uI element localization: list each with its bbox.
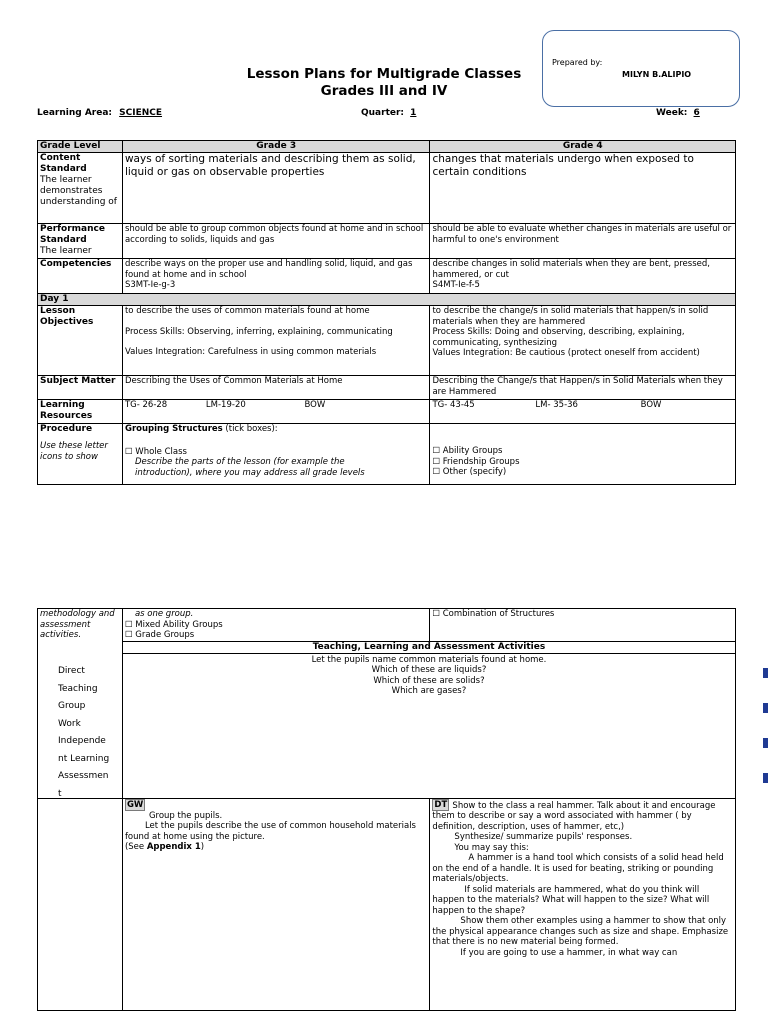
whole-class-desc-1: Describe the parts of the lesson (for example the [134, 457, 345, 467]
dt-line-1: Show to the class a real hammer. Talk about it and encourage them to describe or say a word associated with hammer ( by definition, description, uses of hammer, etc,) [432, 800, 716, 832]
header-grade-level: Grade Level [38, 141, 123, 153]
competencies-row [38, 259, 736, 294]
legend-assessment: Assessmen [58, 771, 109, 781]
resources-g3-lm: LM-19-20 [205, 400, 246, 410]
prepared-by-box [542, 30, 740, 107]
objectives-g4-1: to describe the change/s in solid materials that happen/s in solid materials when they are hammered [432, 306, 709, 327]
dt-line-6: Show them other examples using a hammer to show that only the physical appearance changes such as size and shape. Emphasize that there is no new material being formed. [432, 916, 729, 947]
subject-matter-row [38, 376, 736, 400]
objectives-g4-3: Values Integration: Be cautious (protect oneself from accident) [432, 348, 700, 358]
resources-g3-tg: TG- 26-28 [124, 400, 168, 410]
week-label: Week: [656, 108, 688, 118]
performance-standard-label: Performance Standard [40, 224, 105, 245]
grouping-continued-row [38, 609, 736, 642]
grouping-suffix: (tick boxes): [222, 424, 278, 434]
as-one-group: as one group. [134, 609, 194, 619]
learning-area-label: Learning Area: [37, 108, 113, 118]
content-standard-row [38, 153, 736, 224]
resources-g4-lm: LM- 35-36 [535, 400, 578, 410]
whole-line-2: Which of these are liquids? [371, 665, 487, 675]
objectives-g3-1: to describe the uses of common materials found at home [124, 306, 370, 316]
marker-icon [763, 738, 768, 748]
subject-matter-label: Subject Matter [38, 376, 123, 400]
resources-label: Learning Resources [38, 400, 123, 424]
performance-standard-row [38, 224, 736, 259]
gw-line-3: (See Appendix 1) [124, 842, 205, 852]
checkbox-friendship-groups[interactable]: ☐ Friendship Groups [432, 456, 520, 467]
objectives-label: Lesson Objectives [38, 306, 123, 376]
page-subtitle: Grades III and IV [320, 83, 448, 99]
quarter-label: Quarter: [361, 108, 405, 118]
table-header-row [38, 141, 736, 153]
grouping-title: Grouping Structures [124, 424, 223, 434]
competencies-g4: describe changes in solid materials when they are bent, pressed, hammered, or cut [432, 259, 710, 280]
marker-icon [763, 703, 768, 713]
legend-learning: nt Learning [58, 753, 110, 764]
prepared-by-label: Prepared by: [552, 58, 603, 67]
dt-line-3: You may say this: [454, 842, 529, 853]
learning-area-value: SCIENCE [119, 108, 163, 118]
whole-line-4: Which are gases? [391, 686, 467, 696]
day-row [38, 294, 736, 306]
objectives-row [38, 306, 736, 376]
prepared-by-name: MILYN B.ALIPIO [622, 70, 692, 79]
content-standard-label: Content Standard [40, 153, 87, 174]
subject-matter-g3: Describing the Uses of Common Materials at Home [122, 376, 430, 400]
dt-line-2: Synthesize/ summarize pupils' responses. [454, 832, 633, 842]
checkbox-whole-class[interactable]: ☐ Whole Class [124, 446, 187, 457]
dt-line-7: If you are going to use a hammer, in what way can [460, 947, 678, 958]
activities-title: Teaching, Learning and Assessment Activities [122, 641, 735, 653]
gw-line-1: Group the pupils. [148, 810, 223, 821]
content-standard-g4: changes that materials undergo when exposed to certain conditions [430, 153, 736, 224]
whole-class-activity-row [38, 653, 736, 798]
objectives-g3-3: Values Integration: Carefulness in using common materials [124, 347, 377, 357]
content-standard-g3: ways of sorting materials and describing them as solid, liquid or gas on observable properties [122, 153, 430, 224]
header-grade-4: Grade 4 [430, 141, 736, 153]
legend-teaching: Teaching [58, 683, 98, 694]
procedure-note-continued: methodology and assessment activities. [38, 609, 123, 799]
quarter-value: 1 [410, 108, 417, 118]
checkbox-mixed-ability[interactable]: ☐ Mixed Ability Groups [124, 619, 223, 630]
legend-direct: Direct [58, 666, 85, 676]
dt-line-5: If solid materials are hammered, what do you think will happen to the materials? What will happen to the size? What will happen to the shape? [432, 884, 710, 916]
dt-tag: DT [434, 799, 448, 810]
header-grade-3: Grade 3 [122, 141, 430, 153]
week-value: 6 [693, 108, 700, 118]
quarter [361, 108, 416, 118]
checkbox-other[interactable]: ☐ Other (specify) [432, 467, 507, 477]
week [656, 108, 700, 118]
competencies-g3: describe ways on the proper use and handling solid, liquid, and gas found at home and in school [124, 259, 413, 280]
legend-work: Work [58, 718, 81, 729]
objectives-g3-2: Process Skills: Observing, inferring, explaining, communicating [124, 326, 393, 337]
competencies-g3-code: S3MT-Ie-g-3 [124, 280, 176, 290]
whole-class-desc-2: introduction), where you may address all grade levels [134, 467, 365, 478]
legend-group: Group [58, 701, 86, 711]
procedure-note: Use these letter icons to show [40, 441, 108, 462]
procedure-row [38, 424, 736, 485]
whole-line-1: Let the pupils name common materials found at home. [311, 654, 547, 665]
performance-standard-sub: The learner [40, 246, 92, 256]
marker-icon [763, 668, 768, 678]
resources-g3-bow: BOW [304, 400, 326, 410]
performance-standard-g3: should be able to group common objects found at home and in school according to solids, liquids and gas [122, 224, 430, 259]
objectives-g4-2: Process Skills: Doing and observing, describing, explaining, communicating, synthesizing [432, 327, 685, 348]
competencies-label: Competencies [38, 259, 123, 294]
checkbox-ability-groups[interactable]: ☐ Ability Groups [432, 446, 503, 456]
subject-matter-g4: Describing the Change/s that Happen/s in Solid Materials when they are Hammered [430, 376, 736, 400]
checkbox-combination[interactable]: ☐ Combination of Structures [430, 609, 736, 642]
resources-g4-tg: TG- 43-45 [432, 400, 475, 410]
gw-tag: GW [126, 799, 144, 810]
whole-line-3: Which of these are solids? [373, 675, 485, 686]
activities-title-row [38, 641, 736, 653]
activities-table [37, 608, 736, 1011]
gw-line-2: Let the pupils describe the use of common household materials found at home using the picture. [124, 821, 416, 842]
checkbox-grade-groups[interactable]: ☐ Grade Groups [124, 630, 195, 640]
performance-standard-g4: should be able to evaluate whether changes in materials are useful or harmful to one's environment [430, 224, 736, 259]
page-title: Lesson Plans for Multigrade Classes [246, 66, 522, 82]
resources-g4-bow: BOW [640, 400, 662, 410]
competencies-g4-code: S4MT-Ie-f-5 [432, 280, 480, 290]
learning-area [37, 108, 162, 118]
legend-independent: Independe [58, 736, 106, 746]
legend-assessment-end: t [58, 788, 62, 799]
marker-icon [763, 773, 768, 783]
dt-line-4: A hammer is a hand tool which consists of a solid head held on the end of a handle. It is used for beating, striking or pounding materials/objects. [432, 853, 724, 884]
group-activity-row [38, 798, 736, 1010]
activity-legend [40, 663, 120, 803]
resources-row [38, 400, 736, 424]
content-standard-sub: The learner demonstrates understanding of [40, 175, 117, 207]
day-label: Day 1 [38, 294, 736, 306]
procedure-label: Procedure [40, 424, 93, 434]
lesson-plan-table [37, 140, 736, 485]
